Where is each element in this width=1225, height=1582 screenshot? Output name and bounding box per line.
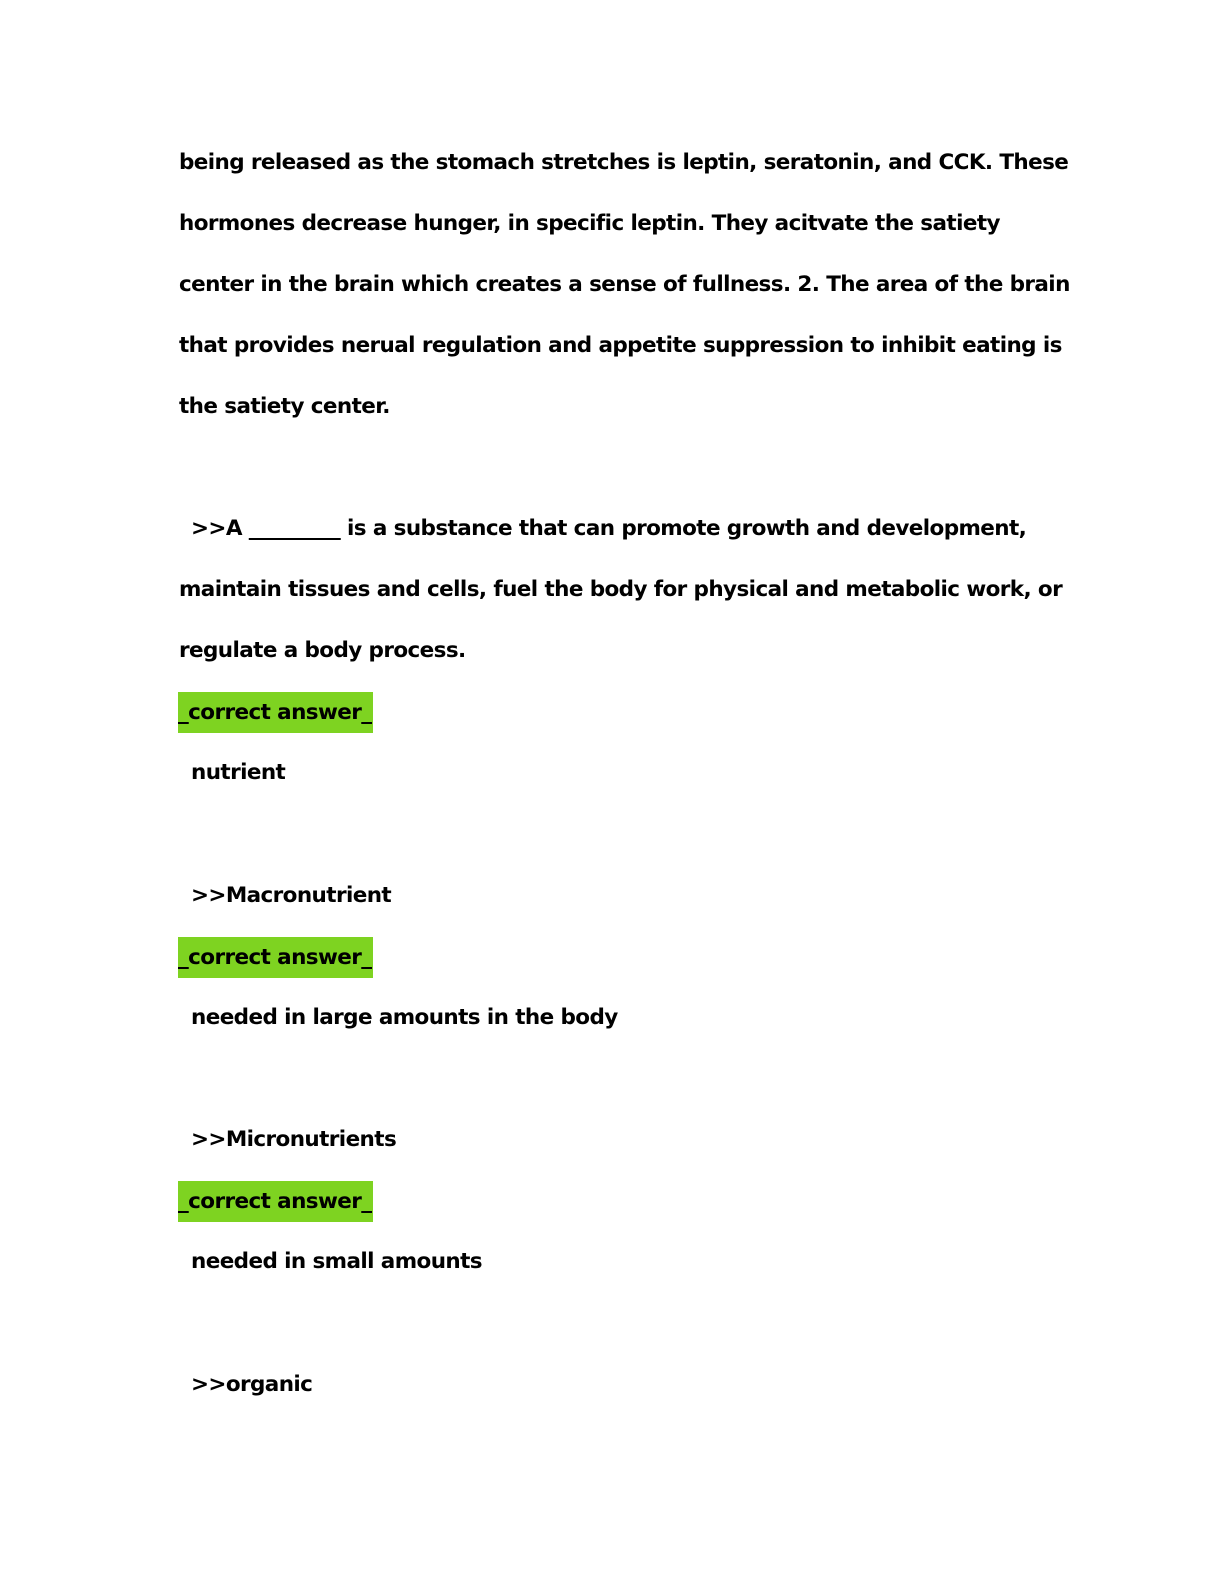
intro-line: center in the brain which creates a sense of fullness. 2. The area of the brain	[179, 272, 1070, 297]
answer-text: needed in small amounts	[191, 1249, 482, 1274]
intro-line: being released as the stomach stretches is leptin, seratonin, and CCK. These	[179, 150, 1069, 175]
intro-line: hormones decrease hunger, in specific leptin. They acitvate the satiety	[179, 211, 1000, 236]
correct-answer-badge: _correct answer_	[178, 937, 373, 978]
answer-text: nutrient	[191, 760, 286, 785]
question-prompt: >>organic	[191, 1372, 313, 1397]
question-prompt: >>A _________ is a substance that can promote growth and development,	[191, 516, 1027, 541]
question-prompt: >>Macronutrient	[191, 883, 392, 908]
correct-answer-badge: _correct answer_	[178, 692, 373, 733]
question-prompt: maintain tissues and cells, fuel the body for physical and metabolic work, or	[179, 577, 1063, 602]
intro-line: that provides nerual regulation and appetite suppression to inhibit eating is	[179, 333, 1062, 358]
question-prompt: regulate a body process.	[179, 638, 466, 663]
correct-answer-badge: _correct answer_	[178, 1181, 373, 1222]
answer-text: needed in large amounts in the body	[191, 1005, 618, 1030]
question-prompt: >>Micronutrients	[191, 1127, 397, 1152]
intro-line: the satiety center.	[179, 394, 390, 419]
